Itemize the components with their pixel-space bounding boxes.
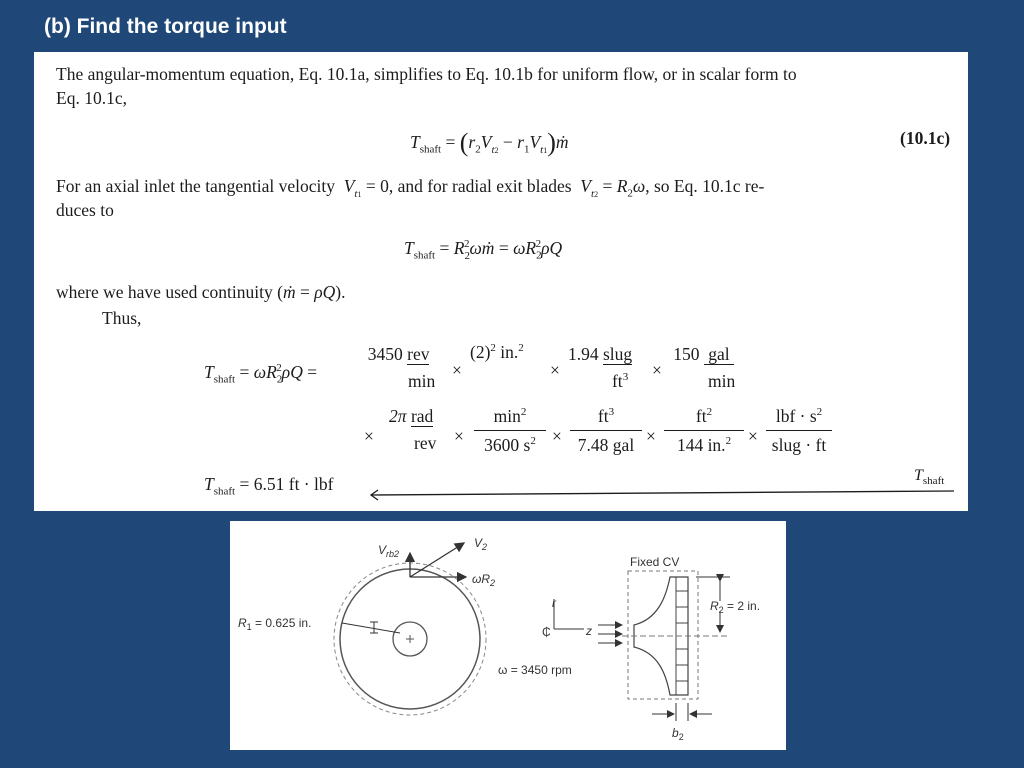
calc-factor-area: $ft^2$ 144 in.$^2$	[664, 406, 744, 456]
slide-title: (b) Find the torque input	[44, 15, 287, 38]
pump-diagram	[230, 521, 786, 750]
label-fixed-cv: Fixed CV	[630, 555, 680, 569]
arrow-label-sub: shaft	[922, 475, 945, 488]
axial-text-a: For an axial inlet the tangential velocity	[56, 176, 335, 196]
result-arrow	[364, 477, 959, 507]
continuity-line: where we have used continuity (ṁ = ρQ).	[56, 282, 346, 302]
axial-line-1: For an axial inlet the tangential velocity $V_{t1} = 0$, and for radial exit blades $V_{t2} = R_2\omega$, so Eq. 10.1c re-	[56, 176, 765, 200]
axis-symbol: ₵	[542, 625, 551, 639]
calc-factor-speed: 3450 rev min	[367, 344, 436, 391]
continuity-text: where we have used continuity (	[56, 282, 283, 302]
label-r-axis: r	[552, 596, 556, 610]
label-omega-speed: ω = 3450 rpm	[498, 663, 572, 677]
label-vrb2: $V_{rb2}$	[378, 543, 400, 559]
equation-reduced: $T_{shaft}$ = $R_2^2\omega ṁ = \omega R_2^2\rho Q$	[404, 238, 563, 262]
times-sign: ×	[364, 426, 374, 446]
continuity-end: ).	[335, 282, 346, 302]
arrow-label	[914, 467, 945, 488]
axial-line-2: duces to	[56, 200, 114, 220]
thus-label: Thus,	[102, 308, 142, 328]
calc-factor-force: lbf · $s^2$ slug · ft	[766, 406, 832, 456]
solution-panel	[34, 52, 968, 511]
calc-factor-radius: $(2)^2$ in.$^2$	[470, 342, 524, 362]
times-sign: ×	[452, 360, 462, 380]
axial-text-c: so Eq. 10.1c re-	[654, 176, 765, 196]
calc-factor-volume: $ft^3$ 7.48 gal	[570, 406, 642, 456]
calc-factor-time: $\min^2$ 3600 $s^2$	[474, 406, 546, 456]
times-sign: ×	[552, 426, 562, 446]
label-r2: $R_2 = 2$ in.	[710, 599, 761, 615]
arrow-label-t: T	[914, 467, 923, 484]
label-v2: $V_2$	[474, 536, 488, 552]
axial-text-b: = 0, and for radial exit blades	[365, 176, 572, 196]
equation-number: (10.1c)	[900, 128, 951, 148]
label-r1: $R_1 = 0.625$ in.	[238, 616, 312, 632]
times-sign: ×	[748, 426, 758, 446]
result-value: = 6.51 ft · lbf	[239, 474, 334, 494]
times-sign: ×	[550, 360, 560, 380]
equation-10-1c: $T_{shaft} = (r_2V_{t2}$ − $r_1V_{t1})ṁ$	[410, 128, 569, 157]
label-omega-r2: $\omega R_2$	[472, 572, 496, 588]
intro-line-1: The angular-momentum equation, Eq. 10.1a, simplifies to Eq. 10.1b for uniform flow, or in scalar form to	[56, 64, 797, 84]
intro-line-2: Eq. 10.1c,	[56, 88, 127, 108]
times-sign: ×	[652, 360, 662, 380]
times-sign: ×	[454, 426, 464, 446]
calc-factor-flow: 150 gal min	[673, 344, 736, 391]
label-b2: $b_2$	[672, 726, 684, 742]
result-line: $T_{shaft} = 6.51$ ft · lbf	[204, 474, 334, 498]
calc-factor-density: 1.94 slug $ft^3$	[568, 344, 633, 391]
pump-figure	[230, 521, 786, 750]
times-sign: ×	[646, 426, 656, 446]
calc-factor-rad: 2π rad rev	[389, 406, 437, 453]
label-z-axis: z	[586, 624, 592, 638]
calc-lhs: $T_{shaft} = \omega R_2^2\rho Q$ =	[204, 362, 318, 386]
